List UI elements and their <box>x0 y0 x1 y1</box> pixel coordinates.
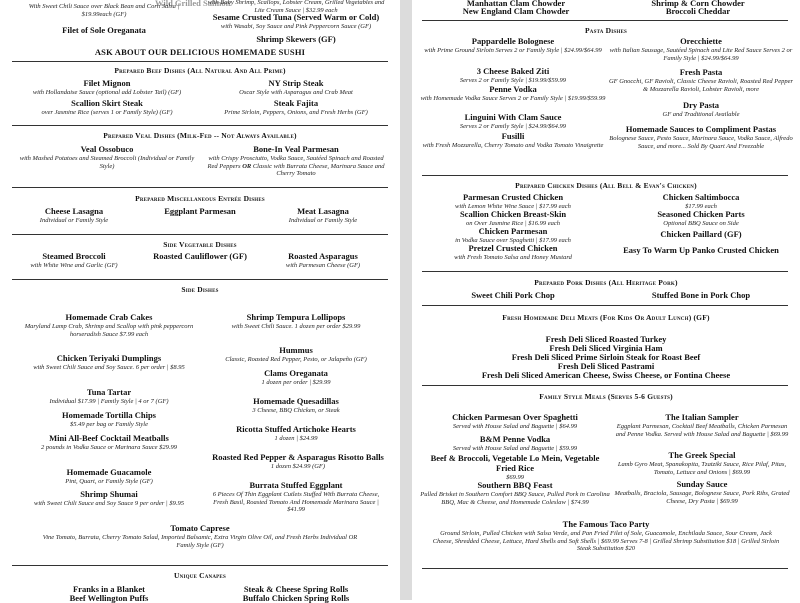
menu-item-tempura <box>206 313 386 331</box>
deli-item: Fresh Deli Sliced Prime Sirloin Steak for Roast Beef <box>511 352 701 362</box>
item-desc: Vine Tomato, Burrata, Cherry Tomato Salad, Imported Balsamic, Extra Virgin Olive Oil, and Fresh Herbs Individual OR Family Style (GF) <box>42 533 358 549</box>
item-name: Parmesan Crusted Chicken <box>462 192 564 202</box>
item-desc: with Sweet Chili Sauce and Soy Sauce. 6 per order | $8.95 <box>33 363 185 371</box>
item-name: The Greek Special <box>668 450 736 460</box>
item-name: Clams Oreganata <box>264 368 328 378</box>
item-name-stuffed-pork: Stuffed Bone in Pork Chop <box>651 290 751 300</box>
menu-item-crab-cakes <box>14 313 204 338</box>
item-name: Cheese Lasagna <box>44 206 104 216</box>
item-name: Fresh Pasta <box>679 67 723 77</box>
item-name-new-england: New England Clam Chowder <box>462 6 570 16</box>
menu-item-taco-party <box>432 520 780 553</box>
item-desc: $17.99 each <box>685 202 717 210</box>
item-desc: on Over Jasmine Rice | $16.99 each <box>465 219 561 227</box>
item-name: Tuna Tartar <box>86 387 132 397</box>
item-desc: with Parmesan Cheese (GF) <box>285 261 361 269</box>
item-name: Penne Vodka <box>489 84 537 94</box>
menu-item-chicken-parm <box>420 227 606 245</box>
item-name-shrimp-corn: Shrimp & Corn Chowder <box>651 0 745 8</box>
item-name: Sesame Crusted Tuna (Served Warm or Cold) <box>212 12 380 22</box>
menu-item-risotto <box>200 453 396 471</box>
menu-item-saltimbocca <box>608 193 794 211</box>
item-name-sole: Filet of Sole Oreganata <box>62 25 146 35</box>
item-name: Mini All-Beef Cocktail Meatballs <box>49 433 169 443</box>
item-desc: Serves 2 or Family Style | $24.99/$64.99 <box>459 122 567 130</box>
menu-item-penne-vodka <box>420 85 606 103</box>
menu-item-strip <box>206 79 386 97</box>
item-desc: Eggplant Parmesan, Cocktail Beef Meatballs, Chicken Parmesan and Penne Vodka. Served with House Salad and Baguette | $69.99 <box>615 422 789 438</box>
item-desc: Served with House Salad and Baguette | $64.99 <box>452 422 578 430</box>
menu-item-italian-sampler <box>612 413 792 438</box>
item-name: Roasted Cauliflower (GF) <box>153 251 247 261</box>
item-desc: With Sweet Chili Sauce over Black Bean and Corn Salsa | $19.99each (GF) <box>28 3 180 18</box>
menu-item-eggplant <box>140 207 260 217</box>
section-title-canapes: Unique Canapes <box>174 571 226 580</box>
menu-item-shumai <box>14 490 204 508</box>
item-desc: with Italian Sausage, Sautéed Spinach and Lite Red Sauce Serves 2 or Family Style | $24.99/$64.99 <box>609 46 793 62</box>
item-name: NY Strip Steak <box>268 78 324 88</box>
section-title-deli: Fresh Homemade Deli Meats (For Kids Or Adult Lunch) (GF) <box>502 313 710 322</box>
item-name: Shrimp Tempura Lollipops <box>246 312 346 322</box>
item-name: Scallion Chicken Breast-Skin <box>459 209 567 219</box>
item-name-franks: Franks in a Blanket <box>72 584 146 594</box>
menu-item-dumplings <box>14 354 204 372</box>
menu-item-filet <box>14 79 200 97</box>
item-desc: Classic, Roasted Red Pepper, Pesto, or Jalapeño (GF) <box>225 355 367 363</box>
divider <box>422 271 788 272</box>
item-name: Orecchiette <box>680 36 722 46</box>
divider <box>422 175 788 176</box>
item-desc: with Homemade Vodka Sauce Serves 2 or Family Style | $19.99/$59.99 <box>420 94 606 102</box>
item-desc: Oscar Style with Asparagus and Crab Meat <box>239 88 353 96</box>
cut-off-line <box>60 297 340 300</box>
item-name: Southern BBQ Feast <box>477 480 553 490</box>
item-desc: Individual $17.99 | Family Style | 4 or 7 (GF) <box>49 397 169 405</box>
item-desc: GF and Traditional Available <box>662 110 740 118</box>
deli-item: Fresh Deli Sliced Pastrami <box>557 361 655 371</box>
item-name: Chicken Teriyaki Dumplings <box>56 353 162 363</box>
item-desc: 1 dozen per order | $29.99 <box>261 378 331 386</box>
item-desc: Meatballs, Braciola, Sausage, Bolognese Sauce, Pork Ribs, Grated Cheese, Dry Pasta | $69.99 <box>614 489 790 505</box>
item-name-shrimp-skewers: Shrimp Skewers (GF) <box>256 34 336 44</box>
menu-item-sunday <box>612 480 792 505</box>
section-title-veg: Side Vegetable Dishes <box>163 240 237 249</box>
item-name-spring-rolls: Steak & Cheese Spring Rolls <box>243 584 349 594</box>
item-desc: Individual or Family Style <box>39 216 109 224</box>
cut-off-line: Wild Grilled Salmon <box>155 0 231 8</box>
menu-item-orecchiette <box>608 37 794 62</box>
section-title-beef: Prepared Beef Dishes (All Natural And All Prime) <box>114 66 286 75</box>
item-name: Homemade Guacamole <box>66 467 152 477</box>
item-name: Burrata Stuffed Eggplant <box>249 480 343 490</box>
item-desc: with Wasabi, Soy Sauce and Pink Peppercorn Sauce (GF) <box>220 22 372 30</box>
menu-item-cauliflower <box>140 252 260 262</box>
menu-item-lo-mein <box>420 454 610 481</box>
item-desc: with Sweet Chili Sauce. 1 dozen per order $29.99 <box>231 322 361 330</box>
item-desc: with Prime Ground Sirloin Serves 2 or Family Style | $24.99/$64.99 <box>424 46 602 54</box>
item-desc: 6 Pieces Of Thin Eggplant Cutlets Stuffed With Burrata Cheese, Fresh Basil, Roasted Tomato And Homemade Marinara Sauce | $41.99 <box>212 490 380 514</box>
menu-item-greek <box>612 451 792 476</box>
item-desc: 1 dozen | $24.99 <box>274 434 318 442</box>
section-title-sides: Side Dishes <box>181 285 219 294</box>
right-column <box>412 0 800 600</box>
item-name: 3 Cheese Baked Ziti <box>476 66 550 76</box>
divider <box>422 305 788 306</box>
item-name-chili-pork: Sweet Chili Pork Chop <box>471 290 555 300</box>
item-desc: with Mashed Potatoes and Steamed Broccoli (Individual or Family Style) <box>19 154 195 170</box>
menu-item-burrata <box>206 481 386 514</box>
deli-item: Fresh Deli Sliced American Cheese, Swiss Cheese, or Fontina Cheese <box>481 370 731 380</box>
item-desc: 2 pounds in Vodka Sauce or Marinara Sauce $29.99 <box>41 443 177 451</box>
item-desc: Ground Sirloin, Pulled Chicken with Salsa Verde, and Pan Fried Filet of Sole, Guacamole, Enchilada Sauce, Sour Cream, Jack Cheese, Shredded Cheese, Lettuce, Hard Shells and Soft Shells | $69.99 Serves 7-8 | Grilled Shrimp Substitution $18 | Grilled Sirloin Steak Substitution $20 <box>432 529 780 553</box>
item-name-manhattan: Manhattan Clam Chowder <box>466 0 566 8</box>
section-title-chicken: Prepared Chicken Dishes (All Bell & Evan's Chicken) <box>515 181 697 190</box>
menu-item-scallion-breast <box>420 210 606 228</box>
divider <box>422 20 788 21</box>
menu-item-ricotta <box>206 425 386 443</box>
item-name: The Famous Taco Party <box>562 519 650 529</box>
item-name: Shrimp Shumai <box>80 489 138 499</box>
desc-part: Classic with Burrata Cheese, Marinara Sauce and Cherry Tomato <box>251 162 385 178</box>
item-name: The Italian Sampler <box>665 412 739 422</box>
item-name: Chicken Parmesan Over Spaghetti <box>452 412 578 422</box>
menu-item-ossobuco <box>14 145 200 170</box>
deli-item: Fresh Deli Sliced Virginia Ham <box>549 343 663 353</box>
divider <box>12 279 388 280</box>
menu-item-bm-vodka <box>420 435 610 453</box>
item-name-panko: Easy To Warm Up Panko Crusted Chicken <box>623 245 779 255</box>
item-name: Homemade Tortilla Chips <box>62 410 156 420</box>
menu-item-sesame-tuna <box>206 13 386 31</box>
item-name: Ricotta Stuffed Artichoke Hearts <box>236 424 356 434</box>
divider <box>12 565 388 566</box>
menu-item-sauces <box>608 125 794 150</box>
menu-item-tuna-tartar <box>14 388 204 406</box>
section-title-veal: Prepared Veal Dishes (Milk-Fed -- Not Always Available) <box>103 131 297 140</box>
section-title-pasta: Pasta Dishes <box>585 26 627 35</box>
menu-item-quesadillas <box>206 397 386 415</box>
item-name: Pretzel Crusted Chicken <box>468 243 558 253</box>
menu-item-wild-salmon <box>14 3 194 19</box>
menu-item-cheese-lasagna <box>14 207 134 225</box>
item-name: Pappardelle Bolognese <box>471 36 555 46</box>
menu-item-hummus <box>206 346 386 364</box>
item-name-broccoli-cheddar: Broccoli Cheddar <box>665 6 731 16</box>
item-name: Dry Pasta <box>682 100 720 110</box>
item-desc: with Lemon White Wine Sauce | $17.99 each <box>455 202 571 210</box>
item-name: Chicken Saltimbocca <box>662 192 740 202</box>
item-desc: Serves 2 or Family Style | $19.99/$59.99 <box>459 76 567 84</box>
item-name: Seasoned Chicken Parts <box>657 209 745 219</box>
item-name: Scallion Skirt Steak <box>71 98 143 108</box>
sushi-banner: ASK ABOUT OUR DELICIOUS HOMEMADE SUSHI <box>94 47 306 57</box>
divider <box>12 234 388 235</box>
item-name: Filet Mignon <box>83 78 131 88</box>
item-desc: Optional BBQ Sauce on Side <box>663 219 739 227</box>
menu-item-guacamole <box>14 468 204 486</box>
item-name-buffalo-rolls: Buffalo Chicken Spring Rolls <box>242 593 350 603</box>
item-name: Homemade Crab Cakes <box>65 312 153 322</box>
menu-item-tortilla-chips <box>14 411 204 429</box>
item-desc: $69.99 <box>506 473 524 481</box>
item-name: Steamed Broccoli <box>42 251 106 261</box>
item-desc: with Baby Shrimp, Scallops, Lobster Cream, Grilled Vegetables and Lite Cream Sauce | $32.99 each <box>207 0 385 14</box>
menu-item-pretzel <box>420 244 606 262</box>
menu-item-fusilli <box>420 132 606 150</box>
item-desc: in Vodka Sauce over Spaghetti | $17.99 each <box>455 236 571 244</box>
item-desc: Maryland Lamp Crab, Shrimp and Scallop with pink peppercorn horseradish Sauce $7.99 each <box>24 322 194 338</box>
item-desc: Individual or Family Style <box>288 216 358 224</box>
desc-or: OR <box>242 162 252 170</box>
section-title-family: Family Style Meals (Serves 5-6 Guests) <box>539 392 673 401</box>
menu-item-clams <box>206 369 386 387</box>
item-desc: Lamb Gyro Meat, Spanakopita, Tzatziki Sauce, Rice Pilaf, Pitas, Tomato, Lettuce and Onions | $69.99 <box>617 460 787 476</box>
menu-item-scallion-skirt <box>14 99 200 117</box>
item-name: Tomato Caprese <box>170 523 230 533</box>
divider <box>12 61 388 62</box>
divider <box>422 385 788 386</box>
item-desc: with White Wine and Garlic (GF) <box>30 261 118 269</box>
item-name: Hummus <box>279 345 313 355</box>
menu-item-dry-pasta <box>608 101 794 119</box>
menu-item-bbq <box>420 481 610 506</box>
item-desc <box>206 155 386 178</box>
item-desc: Bolognese Sauce, Pesto Sauce, Marinara Sauce, Vodka Sauce, Alfredo Sauce, and more... Sold By Quart And Freezable <box>609 134 793 150</box>
item-name-wellington: Beef Wellington Puffs <box>69 593 149 603</box>
item-desc: 1 dozen $24.99 (GF) <box>270 462 326 470</box>
item-desc: over Jasmine Rice (serves 1 or Family Style) (GF) <box>41 108 173 116</box>
menu-item-linguini <box>420 113 606 131</box>
column-gutter <box>400 0 412 600</box>
menu-item-meat-lasagna <box>258 207 388 225</box>
menu-item-asparagus <box>258 252 388 270</box>
divider <box>12 187 388 188</box>
menu-item-meatballs <box>14 434 204 452</box>
item-name: Roasted Asparagus <box>288 251 358 261</box>
section-title-misc: Prepared Miscellaneous Entrée Dishes <box>135 194 265 203</box>
item-desc: with Fresh Tomato Salsa and Honey Mustard <box>454 253 572 261</box>
item-desc: with Hollandaise Sauce (optional add Lobster Tail) (GF) <box>32 88 182 96</box>
item-name: Roasted Red Pepper & Asparagus Risotto Balls <box>212 452 384 462</box>
item-name: Chicken Parmesan <box>478 226 548 236</box>
item-name: Veal Ossobuco <box>80 144 134 154</box>
item-name: Homemade Quesadillas <box>253 396 339 406</box>
item-desc: Pint, Quart, or Family Style (GF) <box>65 477 153 485</box>
item-desc: with Fresh Mozzarella, Cherry Tomato and Vodka Tomato Vinaigrette <box>422 141 604 149</box>
item-name: B&M Penne Vodka <box>479 434 551 444</box>
menu-item-veal-parm <box>206 145 386 178</box>
item-desc: Served with House Salad and Baguette | $59.99 <box>452 444 578 452</box>
menu-item-caprese <box>40 524 360 549</box>
item-name: Beef & Broccoli, Vegetable Lo Mein, Vegetable Fried Rice <box>430 453 600 473</box>
section-title-pork: Prepared Pork Dishes (All Heritage Pork) <box>534 278 678 287</box>
divider <box>12 125 388 126</box>
item-name-paillard: Chicken Paillard (GF) <box>660 229 742 239</box>
menu-item-parm-crusted <box>420 193 606 211</box>
item-name: Linguini With Clam Sauce <box>464 112 562 122</box>
menu-item-fajita <box>206 99 386 117</box>
deli-item: Fresh Deli Sliced Roasted Turkey <box>545 334 667 344</box>
item-desc: GF Gnocchi, GF Ravioli, Classic Cheese Ravioli, Roasted Red Pepper & Mozzarella Ravioli, Lobster Ravioli, more <box>608 77 794 93</box>
menu-item-ziti <box>420 67 606 85</box>
item-desc: $5.49 per bag or Family Style <box>70 420 148 428</box>
item-name: Meat Lasagna <box>297 206 349 216</box>
item-name: Bone-In Veal Parmesan <box>253 144 339 154</box>
item-name: Eggplant Parmesan <box>164 206 236 216</box>
menu-item-family-parm <box>420 413 610 431</box>
item-name: Fusilli <box>501 131 525 141</box>
item-desc: Prime Sirloin, Peppers, Onions, and Fresh Herbs (GF) <box>224 108 368 116</box>
item-name: Homemade Sauces to Compliment Pastas <box>625 124 777 134</box>
menu-item-chicken-parts <box>608 210 794 228</box>
item-name: Sunday Sauce <box>676 479 728 489</box>
item-desc: with Sweet Chili Sauce and Soy Sauce 9 per order | $9.95 <box>34 499 184 507</box>
menu-item-fresh-pasta <box>608 68 794 93</box>
menu-item-bolognese <box>420 37 606 55</box>
item-name: Steak Fajita <box>273 98 319 108</box>
item-desc: Pulled Brisket in Southern Comfort BBQ Sauce, Pulled Pork in Carolina BBQ, Mac & Cheese, and Homemade Coleslaw | $74.99 <box>420 490 610 506</box>
menu-item-broccoli <box>14 252 134 270</box>
item-desc: 3 Cheese, BBQ Chicken, or Steak <box>252 406 340 414</box>
divider <box>422 568 788 569</box>
desc-part: with Crispy Prosciutto, Vodka Sauce, Sautéed Spinach and Roasted Red Peppers <box>207 154 384 170</box>
